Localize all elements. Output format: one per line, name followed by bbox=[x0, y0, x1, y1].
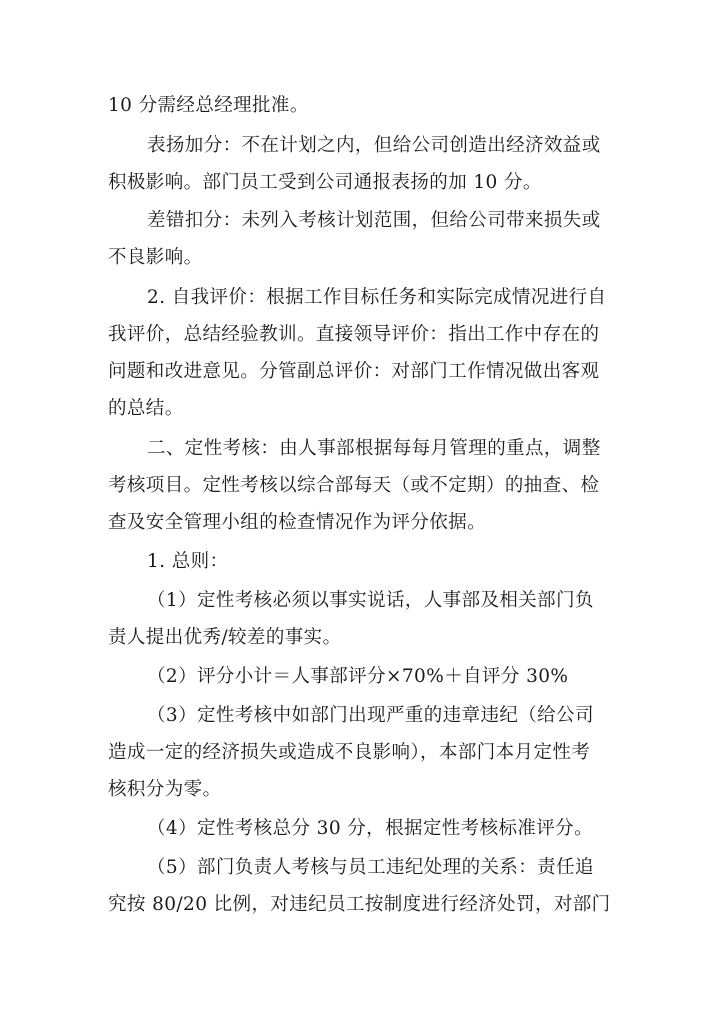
text-line: 我评价，总结经验教训。直接领导评价：指出工作中存在的 bbox=[108, 324, 600, 345]
subsection-heading: 1. 总则： bbox=[147, 551, 229, 572]
list-item-line: （1）定性考核必须以事实说话，人事部及相关部门负 bbox=[147, 590, 594, 611]
list-item-line: （4）定性考核总分 30 分，根据定性考核标准评分。 bbox=[147, 818, 593, 839]
text-line: 查及安全管理小组的检查情况作为评分依据。 bbox=[108, 512, 487, 533]
paragraph-first-line: 2. 自我评价：根据工作目标任务和实际完成情况进行自 bbox=[147, 287, 607, 308]
list-item-line: （5）部门负责人考核与员工违纪处理的关系：责任追 bbox=[147, 857, 594, 878]
text-line: 的总结。 bbox=[108, 398, 184, 419]
paragraph-first-line: 差错扣分：未列入考核计划范围，但给公司带来损失或 bbox=[147, 210, 601, 231]
list-item-line: （2）评分小计＝人事部评分×70%＋自评分 30% bbox=[147, 666, 569, 687]
text-line: 不良影响。 bbox=[108, 247, 203, 268]
section-heading-line: 二、定性考核：由人事部根据每每月管理的重点，调整 bbox=[147, 438, 601, 459]
text-line: 责人提出优秀/较差的事实。 bbox=[108, 627, 342, 648]
text-line: 考核项目。定性考核以综合部每天（或不定期）的抽查、检 bbox=[108, 475, 600, 496]
list-item-line: （3）定性考核中如部门出现严重的违章违纪（给公司 bbox=[147, 705, 594, 726]
text-line: 问题和改进意见。分管副总评价：对部门工作情况做出客观 bbox=[108, 361, 600, 382]
text-line: 积极影响。部门员工受到公司通报表扬的加 10 分。 bbox=[108, 172, 542, 193]
paragraph-first-line: 表扬加分：不在计划之内，但给公司创造出经济效益或 bbox=[147, 135, 601, 156]
text-line: 核积分为零。 bbox=[108, 779, 222, 800]
text-line: 造成一定的经济损失或造成不良影响），本部门本月定性考 bbox=[108, 742, 591, 763]
text-line: 究按 80/20 比例，对违纪员工按制度进行经济处罚，对部门 bbox=[108, 894, 611, 915]
text-line: 10 分需经总经理批准。 bbox=[108, 95, 309, 116]
